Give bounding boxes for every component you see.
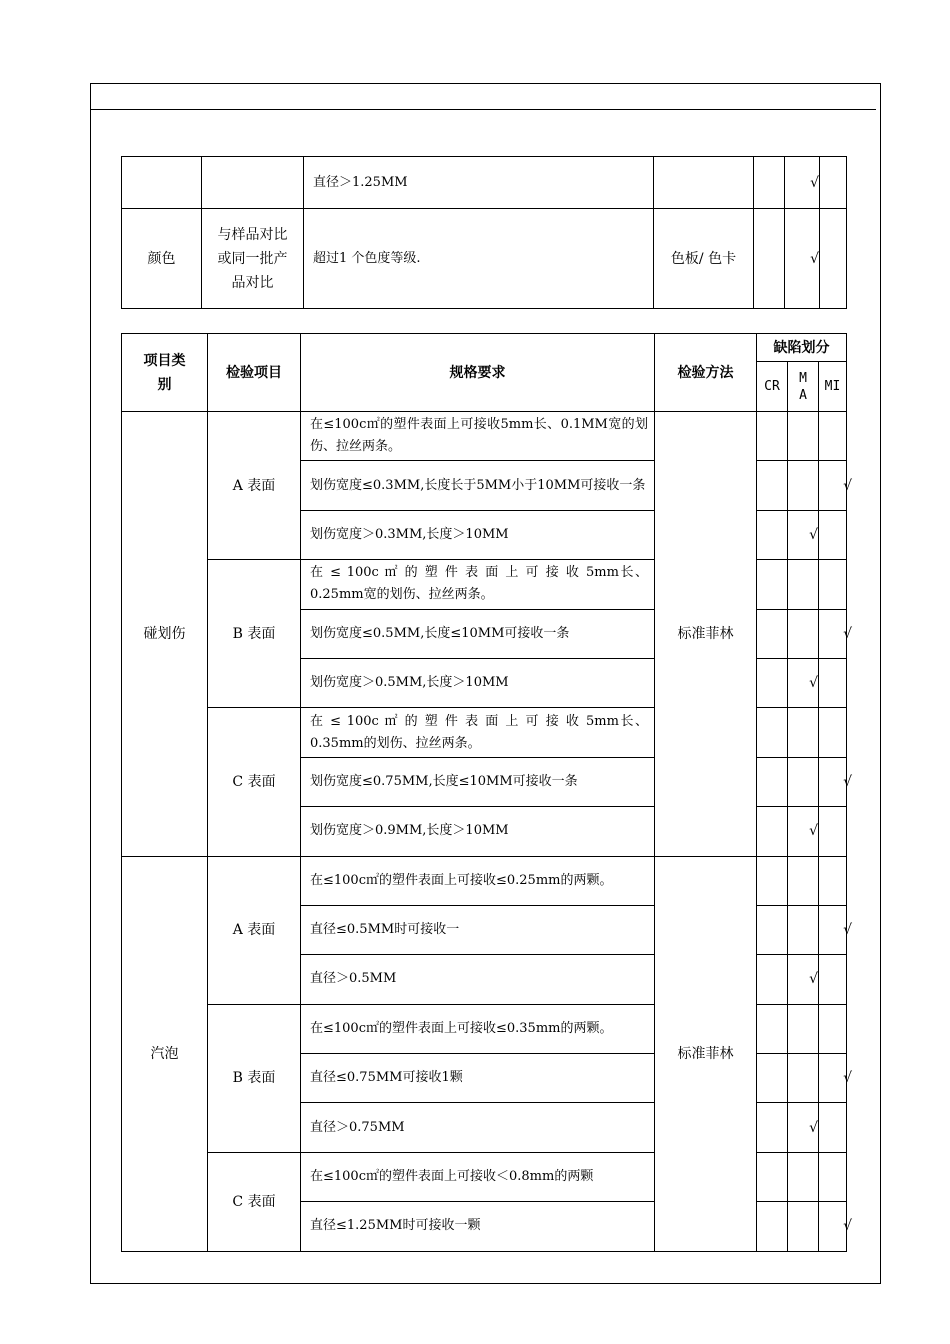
ma-cell: √ bbox=[788, 510, 819, 559]
ma-cell bbox=[788, 1202, 819, 1251]
mi-cell bbox=[819, 955, 847, 1004]
category-cell bbox=[122, 157, 202, 209]
requirement-cell: 划伤宽度≤0.75MM,长度≤10MM可接收一条 bbox=[301, 757, 655, 806]
cr-cell bbox=[757, 708, 788, 757]
cr-cell bbox=[757, 1202, 788, 1251]
mi-cell bbox=[819, 1054, 852, 1103]
mi-cell bbox=[819, 510, 847, 559]
surface-cell: A 表面 bbox=[208, 412, 301, 560]
header-row bbox=[122, 334, 847, 362]
surface-cell: B 表面 bbox=[208, 1004, 301, 1152]
top-inspection-table bbox=[121, 156, 847, 309]
cr-cell bbox=[757, 412, 788, 461]
ma-cell: √ bbox=[788, 658, 819, 707]
requirement-cell: 在≤100c㎡的塑件表面上可接收5mm长、0.1MM宽的划伤、拉丝两条。 bbox=[301, 412, 655, 461]
mi-cell bbox=[819, 1103, 847, 1152]
ma-cell: √ bbox=[788, 955, 819, 1004]
header-category: 项目类别 bbox=[122, 334, 208, 412]
cr-cell bbox=[757, 1004, 788, 1053]
cr-cell bbox=[757, 658, 788, 707]
method-cell: 色板/ 色卡 bbox=[654, 209, 754, 309]
requirement-cell: 在 ≤ 100c ㎡ 的 塑 件 表 面 上 可 接 收 5mm长、0.35mm的划伤、拉丝两条。 bbox=[301, 708, 655, 757]
cr-cell bbox=[754, 157, 785, 209]
category-cell: 碰划伤 bbox=[122, 412, 208, 857]
mi-cell bbox=[819, 807, 847, 856]
item-cell: 与样品对比或同一批产品对比 bbox=[202, 209, 304, 309]
cr-cell bbox=[757, 560, 788, 609]
ma-cell: √ bbox=[785, 157, 820, 209]
requirement-cell: 划伤宽度＞0.5MM,长度＞10MM bbox=[301, 658, 655, 707]
cr-cell bbox=[757, 1103, 788, 1152]
table-row bbox=[122, 209, 847, 309]
category-cell: 汽泡 bbox=[122, 856, 208, 1251]
requirement-cell: 划伤宽度≤0.3MM,长度长于5MM小于10MM可接收一条 bbox=[301, 461, 655, 510]
cr-cell bbox=[757, 1152, 788, 1201]
item-cell bbox=[202, 157, 304, 209]
mi-cell bbox=[819, 708, 847, 757]
category-cell: 颜色 bbox=[122, 209, 202, 309]
mi-cell bbox=[819, 1202, 852, 1251]
header-mi: MI bbox=[819, 362, 847, 412]
mi-mark: √ bbox=[843, 625, 852, 642]
mi-cell bbox=[819, 757, 852, 806]
cr-cell bbox=[757, 807, 788, 856]
mi-mark: √ bbox=[843, 922, 852, 939]
cr-cell bbox=[757, 905, 788, 954]
surface-cell: B 表面 bbox=[208, 560, 301, 708]
mi-cell bbox=[819, 560, 847, 609]
mi-cell bbox=[820, 157, 847, 209]
cr-cell bbox=[757, 609, 788, 658]
ma-cell bbox=[788, 412, 819, 461]
cr-cell bbox=[757, 461, 788, 510]
table-row bbox=[122, 157, 847, 209]
mi-cell bbox=[819, 905, 852, 954]
requirement-cell: 直径≤0.5MM时可接收一 bbox=[301, 905, 655, 954]
ma-cell bbox=[788, 1004, 819, 1053]
mi-cell bbox=[819, 856, 847, 905]
cr-cell bbox=[757, 1054, 788, 1103]
requirement-cell: 划伤宽度＞0.3MM,长度＞10MM bbox=[301, 510, 655, 559]
ma-cell bbox=[788, 905, 819, 954]
main-table-body bbox=[122, 412, 852, 1252]
ma-cell bbox=[788, 1054, 819, 1103]
requirement-cell: 在≤100c㎡的塑件表面上可接收≤0.35mm的两颗。 bbox=[301, 1004, 655, 1053]
mi-cell bbox=[819, 609, 852, 658]
mi-cell bbox=[819, 461, 852, 510]
mi-mark: √ bbox=[843, 773, 852, 790]
ma-cell bbox=[788, 560, 819, 609]
header-ma: MA bbox=[788, 362, 819, 412]
ma-cell bbox=[788, 461, 819, 510]
cr-cell bbox=[757, 510, 788, 559]
cr-cell bbox=[757, 856, 788, 905]
mi-cell bbox=[819, 1004, 847, 1053]
mi-cell bbox=[819, 658, 847, 707]
header-item: 检验项目 bbox=[208, 334, 301, 412]
method-cell bbox=[654, 157, 754, 209]
header-rule bbox=[90, 109, 876, 110]
table-row bbox=[122, 412, 847, 461]
mi-cell bbox=[820, 209, 847, 309]
surface-cell: A 表面 bbox=[208, 856, 301, 1004]
surface-cell: C 表面 bbox=[208, 708, 301, 856]
ma-cell: √ bbox=[788, 807, 819, 856]
requirement-cell: 划伤宽度＞0.9MM,长度＞10MM bbox=[301, 807, 655, 856]
requirement-cell: 划伤宽度≤0.5MM,长度≤10MM可接收一条 bbox=[301, 609, 655, 658]
requirement-cell: 直径≤1.25MM时可接收一颗 bbox=[301, 1202, 655, 1251]
ma-cell: √ bbox=[785, 209, 820, 309]
mi-cell bbox=[819, 1152, 847, 1201]
header-defect-class: 缺陷划分 bbox=[757, 334, 847, 362]
main-inspection-table bbox=[121, 333, 852, 1252]
header-method: 检验方法 bbox=[655, 334, 757, 412]
cr-cell bbox=[757, 955, 788, 1004]
header-requirement: 规格要求 bbox=[301, 334, 655, 412]
mi-cell bbox=[819, 412, 847, 461]
requirement-cell: 超过1 个色度等级. bbox=[304, 209, 654, 309]
requirement-cell: 在≤100c㎡的塑件表面上可接收＜0.8mm的两颗 bbox=[301, 1152, 655, 1201]
header-cr: CR bbox=[757, 362, 788, 412]
method-cell: 标准菲林 bbox=[655, 412, 757, 857]
ma-cell bbox=[788, 1152, 819, 1201]
requirement-cell: 在≤100c㎡的塑件表面上可接收≤0.25mm的两颗。 bbox=[301, 856, 655, 905]
table-row bbox=[122, 856, 847, 905]
mi-mark: √ bbox=[843, 1070, 852, 1087]
requirement-cell: 直径＞0.5MM bbox=[301, 955, 655, 1004]
requirement-cell: 在 ≤ 100c ㎡ 的 塑 件 表 面 上 可 接 收 5mm长、0.25mm宽的划伤、拉丝两条。 bbox=[301, 560, 655, 609]
ma-cell bbox=[788, 609, 819, 658]
mi-mark: √ bbox=[843, 477, 852, 494]
ma-cell: √ bbox=[788, 1103, 819, 1152]
cr-cell bbox=[754, 209, 785, 309]
requirement-cell: 直径＞0.75MM bbox=[301, 1103, 655, 1152]
surface-cell: C 表面 bbox=[208, 1152, 301, 1251]
ma-cell bbox=[788, 757, 819, 806]
cr-cell bbox=[757, 757, 788, 806]
mi-mark: √ bbox=[843, 1218, 852, 1235]
requirement-cell: 直径＞1.25MM bbox=[304, 157, 654, 209]
method-cell: 标准菲林 bbox=[655, 856, 757, 1251]
ma-cell bbox=[788, 708, 819, 757]
requirement-cell: 直径≤0.75MM可接收1颗 bbox=[301, 1054, 655, 1103]
ma-cell bbox=[788, 856, 819, 905]
